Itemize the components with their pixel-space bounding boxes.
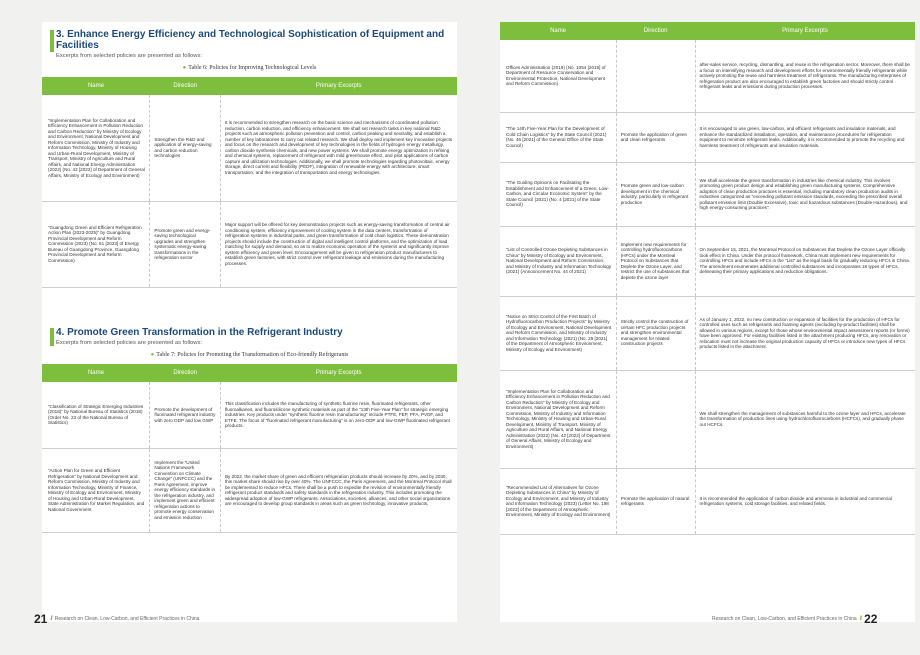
- cell-direction: [616, 370, 695, 468]
- cell-excerpt: By 2022, the market share of green and efficient refrigeration products should increase by 20%, and by 2030, this market share should rise by over 40%. The UNFCCC, the Paris Agreement, and the Montreal Protocol shall be implemented to reduce HFCs. There shall be a push to expedite the revision of environmentally friendly refrigerant product standards and safety standards in the refrigeration industry. This includes promoting the widespread adoption of low-GWP refrigerants. Associations, societies, alliances, and other social organizations are encouraged to develop group standards in areas such as green technology, innovative products,: [220, 448, 457, 532]
- cell-direction: Promote the application of green and clean refrigerants: [616, 112, 695, 162]
- section-4-header: [42, 320, 457, 347]
- table-row: [500, 112, 915, 162]
- left-page: [42, 22, 457, 622]
- table-header-row: [42, 364, 457, 382]
- cell-name: “The Guiding Opinions on Facilitating the Establishment and Enhancement of a Green, Low-Carbon, and Circular Economic System” by the State Council (2021) (No. 4 [2021] of the State Council): [500, 162, 616, 226]
- table-6-caption: ● Table 6: Policies for Improving Technological Levels: [182, 65, 317, 71]
- header-excerpts: Primary Excerpts: [220, 364, 457, 382]
- header-name: Name: [42, 364, 150, 382]
- cell-direction: Promote the application of natural refrigerants: [616, 468, 695, 534]
- cell-name: “Implementation Plan for Collaboration and Efficiency Enhancement in Pollution Reduction and Carbon Reduction” by Ministry of Ecology and Environment, National Development and Reform Commission, Ministry of Industry and Information Technology, Ministry of Housing and Urban-Rural Development, Ministry of Transport, Ministry of Agriculture and Rural Affairs, and National Energy Administration (2022) (No. 42 [2022] of Department of General Affairs, Ministry of Ecology and Environment): [500, 370, 616, 468]
- cell-direction: Promote green and low-carbon development in the chemical industry, particularly in refrigerant production: [616, 162, 695, 226]
- section-3-subtitle: Excerpts from selected policies are presented as follows:: [56, 53, 202, 59]
- table-row: [42, 201, 457, 287]
- header-name: Name: [42, 77, 150, 95]
- cell-name: “Recommended List of Alternatives for Ozone Depleting Substances in China” by Ministry of Ecology and Environment, and Ministry of Industry and Information Technology (2023) (Letter No. 198 [2023] of the Department of Atmospheric Environment, Ministry of Ecology and Environment): [500, 468, 616, 534]
- header-excerpts: Primary Excerpts: [695, 22, 915, 40]
- cell-name: “Classification of Strategic Emerging Industries (2018)” by National Bureau of Statistics (2018) (Order No. 23 of the National Bureau of Statistics): [42, 382, 150, 448]
- cell-name: “Notice on Strict Control of the First Batch of Hydrofluorocarbon Production Projects” by Ministry of Ecology and Environment, National Development and Reform Commission, and Ministry of Industry and Information Technology (2021) (No. 29 [2021] of the Department of Atmospheric Environment, Ministry of Ecology and Environment): [500, 296, 616, 370]
- table-row: [500, 370, 915, 468]
- left-footer: [34, 612, 199, 626]
- cell-excerpt: It is recommended the application of carbon dioxide and ammonia in industrial and commercial refrigeration systems, cold storage facilities, and related fields.: [695, 468, 915, 534]
- page-number: 22: [864, 612, 878, 626]
- cell-excerpt: Major support will be offered for key demonstration projects such as energy-saving transformation of central air conditioning system, efficiency improvement of cooling system in the data centers, transformation of refrigeration systems in industrial parks, and green transformation of cold chain logistics. These demonstration projects should include the construction of digital and intelligent control platforms, and the optimization of load matching for supply and demand, so as to realize economic operation of the systems and significantly improve system efficiency and green level. Encouragement will be given to refrigeration product manufacturers to establish green factories, with strict control over refrigerant leakage and emissions during the manufacturing processes.: [220, 201, 457, 287]
- cell-excerpt: We shall accelerate the green transformation in industries like chemical industry. This involves promoting green product design and establishing green manufacturing systems. Comprehensive adoption of clean production practices is essential, including mandatory clean production audits in industries categorized as “exceeding pollutant emission standards, exceeding the prescribed overall pollutant emission limit (Double Excessive), toxic and hazardous substances (Double Hazardous), and high energy-consuming practices”.: [695, 162, 915, 226]
- section-accent-bar: [50, 328, 54, 346]
- cell-excerpt: As of January 1, 2022, no new construction or expansion of facilities for the production of HFCs for controlled uses such as refrigerants and foaming agents (excluding by-product facilities) shall be allowed in various regions, except for those whose environmental impact assessment reports (or forms) have been approved. For existing facilities listed in the attachment producing HFCs, any renovation or relocation must not increase the original production capacity of HFCs or introduce new types of HFCs products listed in the attachment.: [695, 296, 915, 370]
- cell-excerpt: after-sales service, recycling, dismantling, and reuse in the refrigeration sector. Moreover, there shall be a focus on intensifying research and development efforts for environmentally friendly refrigerants while actively promoting the reuse and harmless treatment of refrigerants. The manufacturing enterprises of refrigeration product are also encouraged to establish green factories and should strictly control refrigerant leaks and emissions during production processes.: [695, 40, 915, 112]
- section-accent-bar: [50, 30, 54, 52]
- footer-text: Research on Clean, Low-Carbon, and Efficient Practices in China: [712, 616, 857, 622]
- table-row: [500, 226, 915, 296]
- table-7-continued: [500, 22, 915, 535]
- cell-excerpt: This classification includes the manufacturing of synthetic fluorine resin, fluorinated refrigerants, other fluoroalkanes, and fluorosilicone synthetic materials as part of the “13th Five-Year Plan” for strategic emerging industries. Key products under “synthetic fluorine resin manufacturing” include PTFE, FEP, PFA, PVDF, and ETFE. The focus of “fluorinated refrigerant manufacturing” is on zero-ODP and low-GWP fluorinated refrigerant products.: [220, 382, 457, 448]
- table-row: [42, 448, 457, 532]
- cell-name: “List of Controlled Ozone Depleting Substances in China” by Ministry of Ecology and Environment, National Development and Reform Commission, and Ministry of Industry and Information Technology (2021) (Announcement No. 44 of 2021): [500, 226, 616, 296]
- cell-excerpt: It is encouraged to use green, low-carbon, and efficient refrigerants and insulation materials, and enhance the standardized installation, operation, and maintenance procedures for refrigeration equipment to minimize refrigerant leaks. Additionally, it is recommended to promote the recycling and harmless treatment of refrigerants and insulation materials.: [695, 112, 915, 162]
- table-row: [500, 162, 915, 226]
- right-footer: [712, 612, 877, 626]
- cell-name: “The 14th Five-Year Plan for the Development of Cold Chain Logistics” by the State Council (2021) (No. 46 [2021] of the General Office of the State Council): [500, 112, 616, 162]
- right-page: [500, 22, 915, 622]
- cell-excerpt: We shall strengthen the management of substances harmful to the ozone layer and HFCs, accelerate the transformation of production lines using hydrochlorofluorocarbons (HCFCs), and gradually phase out HCFCs.: [695, 370, 915, 468]
- slash-icon: //: [859, 616, 862, 622]
- table-row: [42, 95, 457, 201]
- cell-name: Offices Administration (2019) (No. 1054 [2019] of Department of Resource Conservation and Environmental Protection, National Development and Reform Commission): [500, 40, 616, 112]
- header-excerpts: Primary Excerpts: [220, 77, 457, 95]
- table-row: [500, 296, 915, 370]
- header-direction: Direction: [150, 364, 221, 382]
- table-6: [42, 77, 457, 288]
- cell-direction: Promote green and energy-saving technological upgrades and strengthen systematic energy-saving transformations in the refrigeration sector: [150, 201, 221, 287]
- table-row: [42, 382, 457, 448]
- cell-name: “Implementation Plan for Collaboration and Efficiency Enhancement in Pollution Reduction and Carbon Reduction” by Ministry of Ecology and Environment, National Development and Reform Commission, Ministry of Industry and Information Technology, Ministry of Housing and Urban-Rural Development, Ministry of Transport, Ministry of Agriculture and Rural Affairs, and National Energy Administration (2022) (No. 42 [2022] of Department of General Affairs, Ministry of Ecology and Environment): [42, 95, 150, 201]
- table-header-row: [42, 77, 457, 95]
- header-direction: Direction: [616, 22, 695, 40]
- page-number: 21: [34, 612, 48, 626]
- cell-direction: Promote the development of fluorinated refrigerant industry with zero ODP and low GWP: [150, 382, 221, 448]
- header-direction: Direction: [150, 77, 221, 95]
- slash-icon: //: [50, 616, 52, 622]
- cell-name: “Action Plan for Green and Efficient Refrigeration” by National Development and Reform Commission, Ministry of Industry and Information Technology, Ministry of Finance, Ministry of Ecology and Environment, Ministry of Housing and Urban-Rural Development, State Administration for Market Regulation, and National Government: [42, 448, 150, 532]
- table-row: [500, 40, 915, 112]
- cell-name: “Guangdong Green and Efficient Refrigeration Action Plan (2023-2025)” by Guangdong Provincial Development and Reform Commission (2023) (No. 61 [2023] of Energy Bureau of Guangdong Province, Guangdong Provincial Development and Reform Commission): [42, 201, 150, 287]
- cell-excerpt: It is recommended to strengthen research on the basic science and mechanisms of coordinated pollution reduction, carbon reduction, and efficiency enhancement. We shall set research tasks in key national R&D projects such as atmospheric pollution prevention and control, carbon peaking and neutrality, and establish a number of key laboratories to carry out related research. We shall deploy and implement key innovative projects and focus on the research and development of key technologies in the fields of hydrogen energy metallurgy, carbon dioxide synthesis chemicals, and new power systems. We shall promote energy optimization in refining and chemical systems, replacement of refrigerant with mild greenhouse effect, and pilot applications of carbon capture and utilization technologies. Additionally, we shall promote technologies regarding photovoltaic, energy storage, direct current and flexibility (PEDF), integration of renewable energy with architecture, smart transportation, and the integration of transportation and energy technologies.: [220, 95, 457, 201]
- cell-excerpt: On September 15, 2021, the Montreal Protocol on Substances that Deplete the Ozone Layer officially took effect in China. Under this protocol framework, China must implement new requirements for controlling HFCs and include HFCs in the “List” as the legal basis for gradually reducing HFCs in China. The amendment enumerates additional controlled substances and incorporates 18 types of HFCs, delineating their primary applications and reduction obligations.: [695, 226, 915, 296]
- cell-direction: Strictly control the construction of certain HFC production projects and strengthen environmental management for related construction projects: [616, 296, 695, 370]
- footer-text: Research on Clean, Low-Carbon, and Efficient Practices in China: [54, 616, 200, 622]
- section-4-title: 4. Promote Green Transformation in the Refrigerant Industry: [56, 326, 343, 338]
- bullet-icon: ●: [150, 352, 155, 358]
- cell-direction: [616, 40, 695, 112]
- section-3-title: 3. Enhance Energy Efficiency and Technological Sophistication of Equipment and Facilities: [56, 29, 445, 51]
- table-row: [500, 468, 915, 534]
- table-header-row: [500, 22, 915, 40]
- table-7: [42, 364, 457, 533]
- bullet-icon: ●: [182, 65, 187, 71]
- cell-direction: Strengthen the R&D and application of energy-saving and carbon reduction technologies: [150, 95, 221, 201]
- header-name: Name: [500, 22, 616, 40]
- cell-direction: Implement the “United Nations Framework Convention on Climate Change” (UNFCCC) and the Paris Agreement, improve energy efficiency standards in the refrigeration industry, and implement green and efficient refrigeration actions to promote energy conservation and emission reduction: [150, 448, 221, 532]
- cell-direction: Implement new requirements for controlling hydrofluorocarbons (HFCs) under the Montreal Protocol on Substances that Deplete the Ozone Layer, and restrict the use of substances that deplete the ozone layer: [616, 226, 695, 296]
- section-4-subtitle: Excerpts from selected policies are presented as follows:: [56, 340, 202, 346]
- section-3-header: [42, 22, 457, 59]
- table-7-caption: ● Table 7: Policies for Promoting the Transformation of Eco-friendly Refrigerants: [150, 352, 349, 358]
